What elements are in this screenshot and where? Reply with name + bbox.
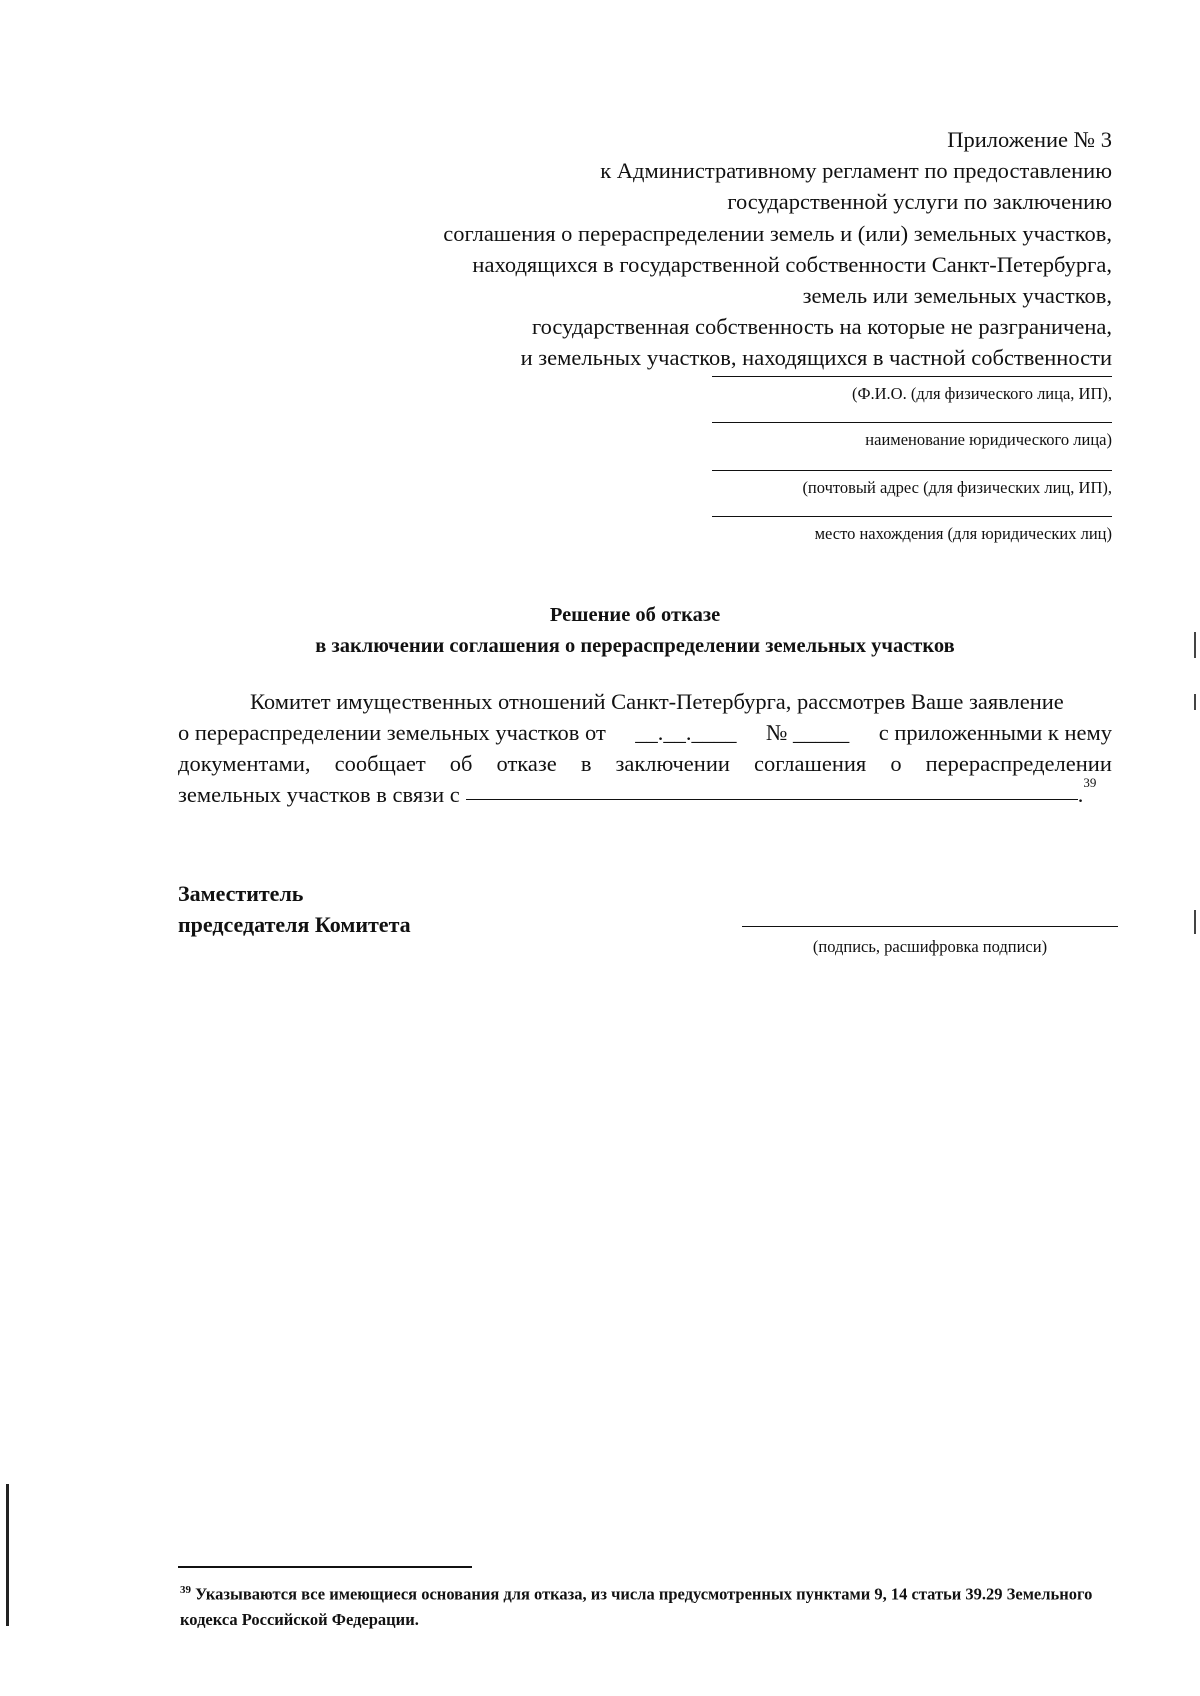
blank-line: [712, 516, 1112, 517]
word: документами,: [178, 751, 311, 776]
title-line: Решение об отказе: [549, 604, 721, 626]
blank-line: [712, 470, 1112, 471]
title-line: в заключении соглашения о перераспределении земельных участков: [315, 635, 955, 657]
signer-title: [178, 878, 411, 940]
footnote-text: Указываются все имеющиеся основания для отказа, из числа предусмотренных пунктами 9, 14 статьи 39.29 Земельного кодекса Российской Федерации.: [180, 1584, 1093, 1629]
document-title: [0, 600, 1200, 662]
word: о: [890, 751, 902, 776]
word: в: [580, 751, 592, 776]
blank-line: [712, 422, 1112, 423]
appendix-line: соглашения о перераспределении земель и (или) земельных участков,: [443, 220, 1112, 246]
footnote-reference: 39: [1083, 775, 1097, 790]
signer-line: Заместитель: [178, 881, 304, 906]
word: заключении: [615, 751, 730, 776]
body-text-segment: с приложенными к нему: [878, 720, 1112, 745]
appendix-line: к Административному регламент по предоставлению: [600, 158, 1112, 184]
word: об: [449, 751, 473, 776]
period: .: [1077, 782, 1084, 807]
signer-line: председателя Комитета: [178, 912, 411, 937]
number-blank: № _____: [765, 720, 850, 745]
appendix-line: находящихся в государственной собственности Санкт-Петербурга,: [472, 251, 1112, 277]
scan-artifact: [6, 1484, 9, 1626]
appendix-line: и земельных участков, находящихся в частной собственности: [520, 345, 1112, 371]
scan-artifact: [1194, 632, 1196, 658]
field-caption: наименование юридического лица): [865, 430, 1112, 449]
field-caption: (почтовый адрес (для физических лиц, ИП),: [802, 478, 1112, 497]
word: сообщает: [334, 751, 426, 776]
recipient-address-field: [712, 470, 1112, 499]
appendix-line: Приложение № 3: [947, 127, 1112, 152]
word: отказе: [496, 751, 557, 776]
signature-caption: (подпись, расшифровка подписи): [812, 937, 1048, 956]
date-blank: __.__.____: [635, 720, 737, 745]
appendix-line: государственная собственность на которые не разграничена,: [531, 314, 1112, 340]
signature-line: [742, 926, 1118, 927]
body-line-2: [178, 717, 1112, 748]
recipient-name-field: [712, 376, 1112, 405]
appendix-line: земель или земельных участков,: [802, 283, 1112, 309]
word: соглашения: [753, 751, 867, 776]
reason-blank: [466, 779, 1078, 800]
body-line-3: [178, 748, 1112, 779]
appendix-line: государственной услуги по заключению: [727, 189, 1112, 215]
field-caption: (Ф.И.О. (для физического лица, ИП),: [851, 384, 1112, 403]
footnote-number: 39: [180, 1584, 191, 1596]
scan-artifact: [1194, 910, 1196, 934]
signature-field: [742, 926, 1118, 958]
scan-artifact: [1194, 694, 1196, 710]
recipient-org-field: [712, 422, 1112, 451]
appendix-header: [443, 124, 1112, 374]
body-text-segment: Комитет имущественных отношений Санкт-Петербурга, рассмотрев Ваше заявление: [250, 689, 1064, 714]
body-text-segment: о перераспределении земельных участков от: [178, 720, 606, 745]
word: перераспределении: [925, 751, 1112, 776]
body-line-1: [178, 686, 1112, 717]
footnote-separator: [178, 1566, 472, 1568]
body-text-segment: земельных участков в связи с: [178, 782, 460, 807]
body-text: [178, 686, 1112, 810]
body-line-4: [178, 775, 1112, 810]
blank-line: [712, 376, 1112, 377]
recipient-location-field: [712, 516, 1112, 545]
footnote: [180, 1578, 1120, 1632]
field-caption: место нахождения (для юридических лиц): [814, 524, 1112, 543]
